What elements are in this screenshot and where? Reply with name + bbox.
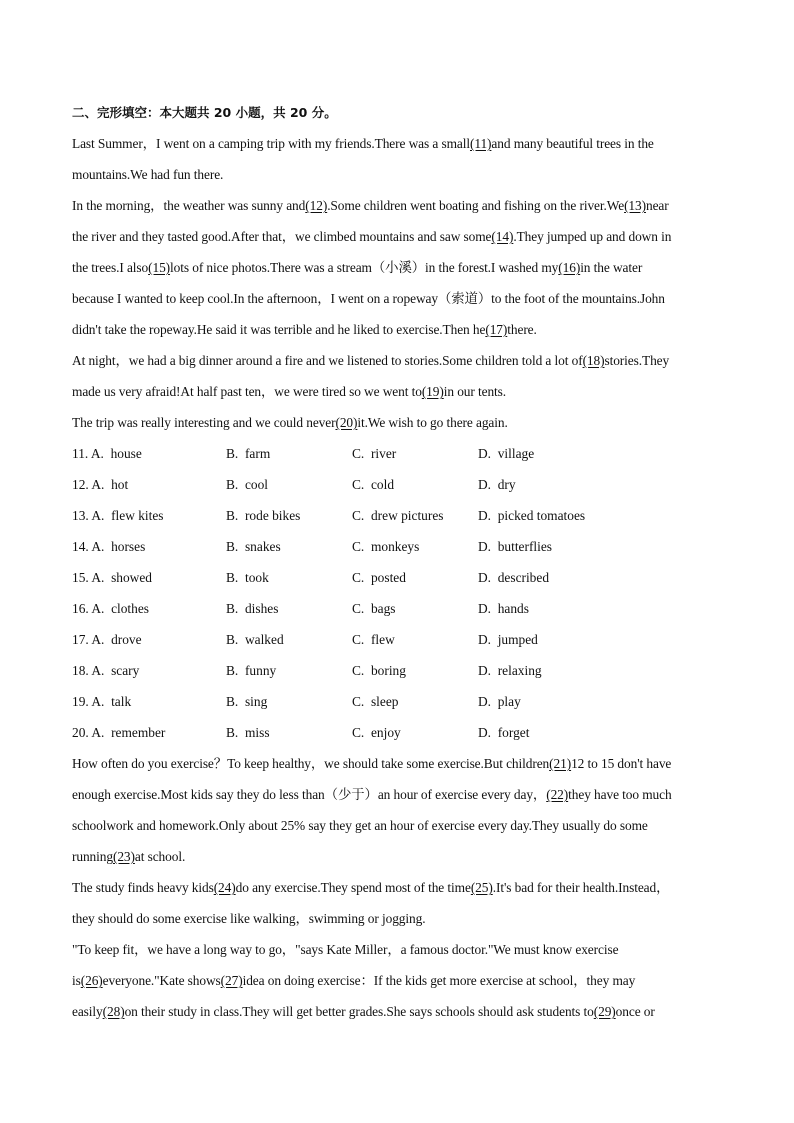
- option-text: B. took: [226, 570, 269, 585]
- option-b: [226, 565, 352, 596]
- blank-number: (25): [470, 880, 493, 895]
- text-segment: the river and they tasted good.After that，we climbed mountains and saw some: [72, 229, 492, 244]
- option-text: D. picked tomatoes: [478, 508, 586, 523]
- option-a: [72, 472, 226, 503]
- option-text: D. forget: [478, 725, 530, 740]
- option-a: [72, 503, 226, 534]
- question-number: 20.: [72, 725, 89, 740]
- option-c: [352, 689, 478, 720]
- question-number: 16.: [72, 601, 89, 616]
- option-b: [226, 596, 352, 627]
- option-a: [72, 658, 226, 689]
- option-row: [72, 472, 722, 503]
- option-b: [226, 720, 352, 751]
- option-text: B. funny: [226, 663, 277, 678]
- text-segment: running: [72, 849, 113, 864]
- blank-number: (22): [546, 787, 569, 802]
- text-segment: they have too much: [568, 787, 672, 802]
- question-number: 12.: [72, 477, 89, 492]
- text-segment: it.We wish to go there again.: [357, 415, 508, 430]
- blank-number: (12): [305, 198, 328, 213]
- text-segment: The study finds heavy kids: [72, 880, 214, 895]
- option-text: A. showed: [91, 570, 152, 585]
- text-segment: enough exercise.Most kids say they do less than（少于）an hour of exercise every day，: [72, 787, 547, 802]
- question-number: 11.: [72, 446, 89, 461]
- option-text: A. clothes: [91, 601, 150, 616]
- option-b: [226, 441, 352, 472]
- option-b: [226, 534, 352, 565]
- text-segment: made us very afraid!At half past ten，we were tired so we went to: [72, 384, 422, 399]
- blank-number: (19): [421, 384, 444, 399]
- option-d: [478, 658, 638, 689]
- blank-number: (11): [469, 136, 492, 151]
- option-c: [352, 658, 478, 689]
- text-segment: there.: [507, 322, 537, 337]
- option-text: B. rode bikes: [226, 508, 301, 523]
- question-number: 15.: [72, 570, 89, 585]
- option-d: [478, 720, 638, 751]
- option-text: C. river: [352, 446, 397, 461]
- text-segment: on their study in class.They will get better grades.She says schools should ask students to: [124, 1004, 594, 1019]
- option-a: [72, 627, 226, 658]
- option-text: C. boring: [352, 663, 406, 678]
- option-row: [72, 503, 722, 534]
- option-b: [226, 689, 352, 720]
- text-segment: The trip was really interesting and we could never: [72, 415, 336, 430]
- option-row: [72, 689, 722, 720]
- blank-number: (23): [112, 849, 135, 864]
- text-segment: .It's bad for their health.Instead，: [492, 880, 670, 895]
- option-text: A. hot: [91, 477, 129, 492]
- option-text: A. scary: [91, 663, 140, 678]
- option-d: [478, 472, 638, 503]
- option-d: [478, 565, 638, 596]
- option-text: A. drove: [91, 632, 142, 647]
- question-number: 17.: [72, 632, 89, 647]
- text-segment: mountains.We had fun there.: [72, 167, 224, 182]
- section-heading: 二、完形填空：本大题共 20 小题，共 20 分。: [72, 105, 337, 120]
- option-text: A. house: [90, 446, 142, 461]
- blank-number: (27): [220, 973, 243, 988]
- passage-2: [72, 751, 722, 1030]
- text-segment: do any exercise.They spend most of the time: [235, 880, 471, 895]
- text-segment: In the morning，the weather was sunny and: [72, 198, 306, 213]
- text-segment: didn't take the ropeway.He said it was terrible and he liked to exercise.Then he: [72, 322, 486, 337]
- option-a: [72, 534, 226, 565]
- text-segment: near: [645, 198, 669, 213]
- blank-number: (16): [558, 260, 581, 275]
- option-text: C. monkeys: [352, 539, 420, 554]
- option-text: A. flew kites: [91, 508, 164, 523]
- text-segment: in the water: [580, 260, 643, 275]
- passage-line: [72, 968, 722, 999]
- text-segment: How often do you exercise？To keep healthy，we should take some exercise.But children: [72, 756, 550, 771]
- blank-number: (18): [582, 353, 605, 368]
- passage-line: [72, 348, 722, 379]
- option-text: C. posted: [352, 570, 406, 585]
- blank-number: (13): [624, 198, 646, 213]
- text-segment: Last Summer，I went on a camping trip with my friends.There was a small: [72, 136, 470, 151]
- blank-number: (15): [148, 260, 171, 275]
- blank-number: (17): [485, 322, 508, 337]
- passage-line: [72, 782, 722, 813]
- option-text: B. miss: [226, 725, 270, 740]
- option-c: [352, 627, 478, 658]
- text-segment: stories.They: [604, 353, 670, 368]
- text-segment: is: [72, 973, 81, 988]
- option-b: [226, 472, 352, 503]
- text-segment: easily: [72, 1004, 103, 1019]
- text-segment: they should do some exercise like walking，swimming or jogging.: [72, 911, 426, 926]
- option-text: C. cold: [352, 477, 395, 492]
- text-segment: lots of nice photos.There was a stream（小溪）in the forest.I washed my: [170, 260, 559, 275]
- text-segment: schoolwork and homework.Only about 25% say they get an hour of exercise every day.They usually do some: [72, 818, 648, 833]
- option-b: [226, 503, 352, 534]
- exam-page: [72, 100, 722, 1030]
- text-segment: idea on doing exercise：If the kids get more exercise at school，they may: [242, 973, 636, 988]
- text-segment: .Some children went boating and fishing on the river.We: [327, 198, 625, 213]
- option-c: [352, 441, 478, 472]
- passage-line: [72, 410, 722, 441]
- option-text: D. jumped: [478, 632, 538, 647]
- option-text: B. walked: [226, 632, 284, 647]
- passage-line: [72, 875, 722, 906]
- text-segment: once or: [615, 1004, 655, 1019]
- blank-number: (29): [593, 1004, 616, 1019]
- passage-line: [72, 844, 722, 875]
- option-text: B. dishes: [226, 601, 279, 616]
- option-d: [478, 441, 638, 472]
- blank-number: (14): [491, 229, 514, 244]
- option-c: [352, 503, 478, 534]
- passage-line: [72, 906, 722, 937]
- question-number: 14.: [72, 539, 89, 554]
- passage-line: [72, 751, 722, 782]
- blank-number: (28): [102, 1004, 125, 1019]
- option-text: D. hands: [478, 601, 529, 616]
- passage-line: [72, 193, 722, 224]
- text-segment: everyone."Kate shows: [102, 973, 221, 988]
- option-text: A. talk: [91, 694, 132, 709]
- option-row: [72, 565, 722, 596]
- option-row: [72, 720, 722, 751]
- passage-line: [72, 255, 722, 286]
- option-a: [72, 689, 226, 720]
- option-text: D. dry: [478, 477, 516, 492]
- text-segment: because I wanted to keep cool.In the afternoon，I went on a ropeway（索道）to the foot of the mountains.John: [72, 291, 665, 306]
- option-text: B. cool: [226, 477, 269, 492]
- option-a: [72, 596, 226, 627]
- option-text: A. horses: [91, 539, 146, 554]
- text-segment: .They jumped up and down in: [513, 229, 672, 244]
- option-text: B. farm: [226, 446, 271, 461]
- text-segment: and many beautiful trees in the: [491, 136, 654, 151]
- option-b: [226, 627, 352, 658]
- option-a: [72, 720, 226, 751]
- option-text: B. snakes: [226, 539, 281, 554]
- question-number: 18.: [72, 663, 89, 678]
- blank-number: (21): [549, 756, 572, 771]
- passage-line: [72, 813, 722, 844]
- option-row: [72, 596, 722, 627]
- option-text: B. sing: [226, 694, 268, 709]
- option-d: [478, 534, 638, 565]
- option-c: [352, 534, 478, 565]
- option-d: [478, 596, 638, 627]
- blank-number: (26): [80, 973, 103, 988]
- option-b: [226, 658, 352, 689]
- passage-line: [72, 937, 722, 968]
- question-number: 19.: [72, 694, 89, 709]
- option-d: [478, 503, 638, 534]
- option-a: [72, 565, 226, 596]
- option-c: [352, 565, 478, 596]
- option-a: [72, 441, 226, 472]
- option-row: [72, 658, 722, 689]
- option-text: C. enjoy: [352, 725, 401, 740]
- text-segment: at school.: [134, 849, 186, 864]
- option-text: C. flew: [352, 632, 395, 647]
- text-segment: 12 to 15 don't have: [571, 756, 672, 771]
- passage-line: [72, 286, 722, 317]
- passage-line: [72, 224, 722, 255]
- option-text: C. bags: [352, 601, 396, 616]
- option-text: D. play: [478, 694, 521, 709]
- blank-number: (24): [213, 880, 236, 895]
- option-d: [478, 627, 638, 658]
- option-row: [72, 441, 722, 472]
- option-c: [352, 472, 478, 503]
- question-number: 13.: [72, 508, 89, 523]
- option-c: [352, 596, 478, 627]
- text-segment: the trees.I also: [72, 260, 149, 275]
- option-row: [72, 627, 722, 658]
- text-segment: At night，we had a big dinner around a fire and we listened to stories.Some children told a lot of: [72, 353, 583, 368]
- option-text: C. sleep: [352, 694, 399, 709]
- passage-line: [72, 379, 722, 410]
- passage-1: [72, 131, 722, 441]
- option-text: A. remember: [91, 725, 166, 740]
- blank-number: (20): [335, 415, 358, 430]
- option-text: C. drew pictures: [352, 508, 444, 523]
- option-c: [352, 720, 478, 751]
- passage-line: [72, 131, 722, 162]
- option-text: D. described: [478, 570, 550, 585]
- text-segment: in our tents.: [443, 384, 507, 399]
- options-list: [72, 441, 722, 751]
- option-d: [478, 689, 638, 720]
- option-row: [72, 534, 722, 565]
- option-text: D. relaxing: [478, 663, 542, 678]
- option-text: D. village: [478, 446, 535, 461]
- passage-line: [72, 999, 722, 1030]
- text-segment: "To keep fit，we have a long way to go，"says Kate Miller，a famous doctor."We must know exercise: [72, 942, 619, 957]
- option-text: D. butterflies: [478, 539, 553, 554]
- passage-line: [72, 317, 722, 348]
- passage-line: [72, 162, 722, 193]
